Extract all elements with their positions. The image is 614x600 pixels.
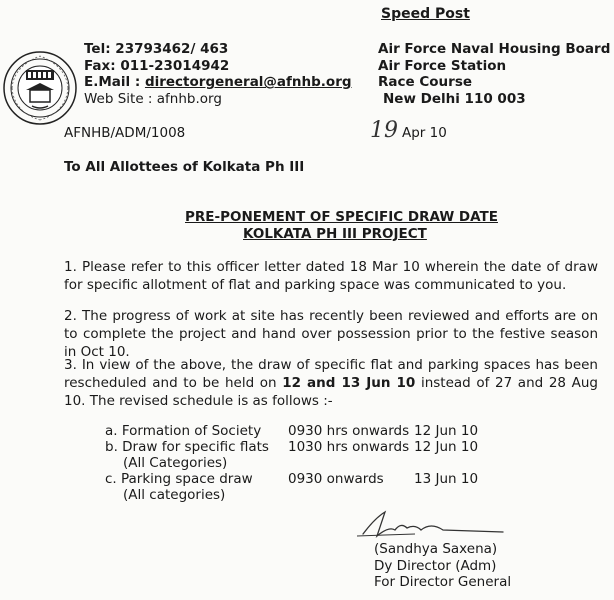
schedule-time: 0930 hrs onwards xyxy=(288,423,410,439)
schedule-table xyxy=(105,423,585,503)
schedule-row xyxy=(105,439,585,471)
schedule-event: c. Parking space draw xyxy=(105,471,253,487)
schedule-event: a. Formation of Society xyxy=(105,423,262,439)
paragraph-3-bold-dates: 12 and 13 Jun 10 xyxy=(282,375,416,391)
schedule-date: 12 Jun 10 xyxy=(414,439,479,455)
fax: Fax: 011-23014942 xyxy=(84,58,230,74)
schedule-row xyxy=(105,471,585,503)
paragraph-3-text-a: 3. In view of the above, the draw of specific flat and parking spaces has been rescheduled and to be held on xyxy=(64,357,598,391)
schedule-event: b. Draw for specific flats xyxy=(105,439,269,455)
schedule-event-sub: (All categories) xyxy=(123,487,226,503)
schedule-row xyxy=(105,423,585,439)
paragraph-1: 1. Please refer to this officer letter dated 18 Mar 10 wherein the date of draw for specific allotment of flat and parking space was communicated to you. xyxy=(64,259,598,293)
email-label: E.Mail : xyxy=(84,74,145,90)
email-line xyxy=(84,74,352,90)
paragraph-3-text-b: instead of 27 and 28 Aug 10. The revised schedule is as follows :- xyxy=(64,375,598,409)
paragraph-3 xyxy=(64,356,598,410)
speed-post-label: Speed Post xyxy=(381,6,470,22)
telephone: Tel: 23793462/ 463 xyxy=(84,41,229,57)
signatory-name: (Sandhya Saxena) xyxy=(374,541,498,557)
signatory-for: For Director General xyxy=(374,574,512,590)
website: Web Site : afnhb.org xyxy=(84,91,222,107)
schedule-time: 1030 hrs onwards xyxy=(288,439,410,455)
date-month-year: Apr 10 xyxy=(402,125,447,141)
schedule-date: 13 Jun 10 xyxy=(414,471,479,487)
handwritten-signature xyxy=(355,508,505,542)
email-link[interactable]: directorgeneral@afnhb.org xyxy=(144,74,352,90)
org-line-1: Air Force Naval Housing Board xyxy=(378,41,611,57)
date-day-handwritten: 19 xyxy=(370,118,398,143)
subject-line-2: KOLKATA PH III PROJECT xyxy=(243,226,427,242)
afnhb-seal-logo xyxy=(2,50,78,126)
schedule-time: 0930 onwards xyxy=(288,471,384,487)
reference-number: AFNHB/ADM/1008 xyxy=(64,125,186,141)
org-line-4: New Delhi 110 003 xyxy=(383,91,526,107)
addressee: To All Allottees of Kolkata Ph III xyxy=(64,159,305,175)
schedule-event-sub: (All Categories) xyxy=(123,455,228,471)
org-line-2: Air Force Station xyxy=(378,58,507,74)
org-line-3: Race Course xyxy=(378,74,473,90)
paragraph-2: 2. The progress of work at site has recently been reviewed and efforts are on to complete the project and hand over possession prior to the festive season in Oct 10. xyxy=(64,308,598,360)
schedule-date: 12 Jun 10 xyxy=(414,423,479,439)
signatory-designation: Dy Director (Adm) xyxy=(374,558,497,574)
subject-line-1: PRE-PONEMENT OF SPECIFIC DRAW DATE xyxy=(185,209,498,225)
